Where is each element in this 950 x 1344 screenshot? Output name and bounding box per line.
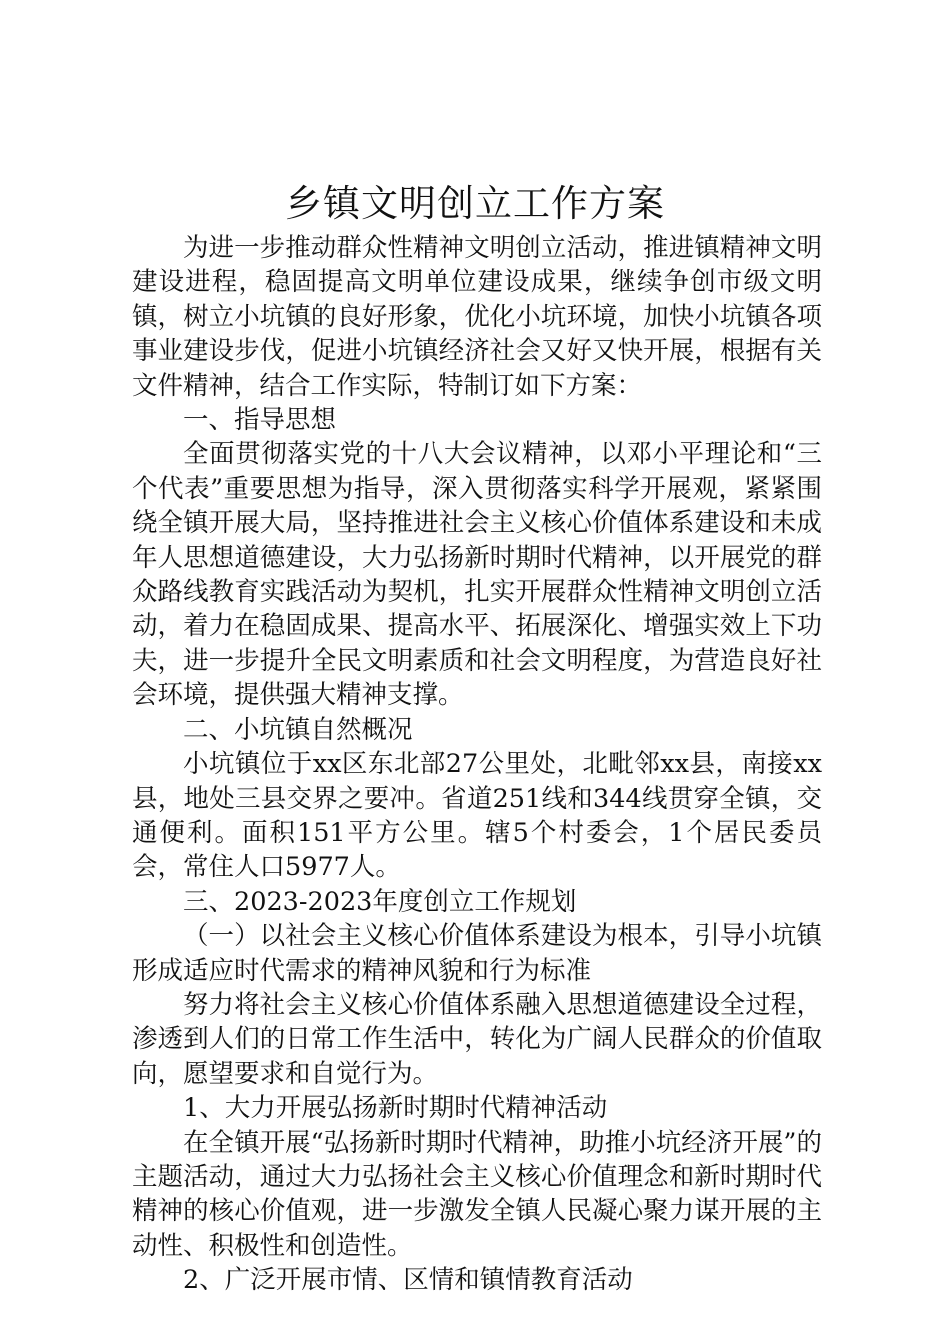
core-values-paragraph: 努力将社会主义核心价值体系融入思想道德建设全过程，渗透到人们的日常工作生活中，转化为广阔人民群众的价值取向，愿望要求和自觉行为。 — [132, 989, 822, 1089]
guiding-ideology-paragraph: 全面贯彻落实党的十八大会议精神，以邓小平理论和“三个代表”重要思想为指导，深入贯彻落实科学开展观，紧紧围绕全镇开展大局，坚持推进社会主义核心价值体系建设和未成年人思想道德建设，大力弘扬新时期时代精神，以开展党的群众路线教育实践活动为契机，扎实开展群众性精神文明创立活动，着力在稳固成果、提高水平、拓展深化、增强实效上下功夫，进一步提升全民文明素质和社会文明程度，为营造良好社会环境，提供强大精神支撑。 — [132, 439, 822, 711]
document-title: 乡镇文明创立工作方案 — [285, 182, 665, 225]
section-heading-guiding-ideology: 一、指导思想 — [183, 405, 337, 436]
section-heading-annual-plan: 三、2023-2023年度创立工作规划 — [183, 886, 577, 917]
subsection-heading-1: （一）以社会主义核心价值体系建设为根本，引导小坑镇形成适应时代需求的精神风貌和行为标准 — [132, 921, 822, 986]
town-overview-paragraph: 小坑镇位于xx区东北部27公里处，北毗邻xx县，南接xx县，地处三县交界之要冲。省道251线和344线贯穿全镇，交通便利。面积151平方公里。辖5个村委会，1个居民委员会，常住人口5977人。 — [132, 749, 822, 883]
section-heading-town-overview: 二、小坑镇自然概况 — [183, 714, 413, 745]
item-heading-2: 2、广泛开展市情、区情和镇情教育活动 — [183, 1265, 633, 1296]
item-heading-1: 1、大力开展弘扬新时期时代精神活动 — [183, 1093, 608, 1124]
document-body — [132, 231, 822, 1298]
intro-paragraph: 为进一步推动群众性精神文明创立活动，推进镇精神文明建设进程，稳固提高文明单位建设成果，继续争创市级文明镇，树立小坑镇的良好形象，优化小坑环境，加快小坑镇各项事业建设步伐，促进小坑镇经济社会又好又快开展，根据有关文件精神，结合工作实际，特制订如下方案： — [132, 233, 822, 401]
theme-activity-paragraph: 在全镇开展“弘扬新时期时代精神，助推小坑经济开展”的主题活动，通过大力弘扬社会主义核心价值理念和新时期时代精神的核心价值观，进一步激发全镇人民凝心聚力谋开展的主动性、积极性和创造性。 — [132, 1127, 822, 1261]
